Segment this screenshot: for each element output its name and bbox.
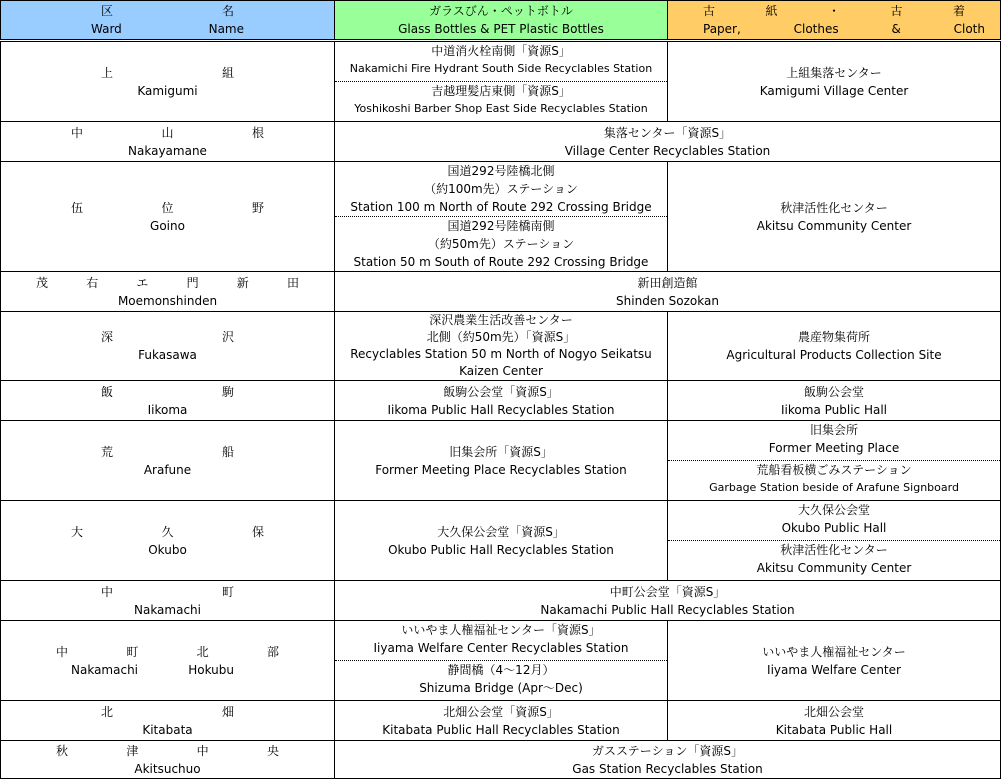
ward-jp: 飯 xyxy=(101,384,114,399)
station-jp: 上組集落センター xyxy=(786,65,882,80)
ward-cell xyxy=(1,701,335,741)
header-paper-en-3: & xyxy=(891,22,901,36)
ward-jp: 大 xyxy=(71,524,84,539)
merged-cell xyxy=(335,741,1001,779)
ward-jp: 根 xyxy=(251,125,264,140)
glass-cell xyxy=(335,501,668,581)
ward-en: Kamigumi xyxy=(137,83,198,98)
paper-cell xyxy=(668,162,1001,272)
ward-jp: 野 xyxy=(251,200,264,215)
row-iikoma xyxy=(1,381,1001,421)
station-jp: （約50m先）ステーション xyxy=(427,237,575,251)
ward-cell xyxy=(1,162,335,272)
station-en: Village Center Recyclables Station xyxy=(564,143,771,158)
ward-jp: 町 xyxy=(126,644,139,659)
ward-jp: 駒 xyxy=(221,384,234,399)
station-en: Gas Station Recyclables Station xyxy=(572,761,763,776)
station-en: Kitabata Public Hall xyxy=(775,722,893,737)
ward-jp: 荒 xyxy=(101,444,114,459)
ward-cell xyxy=(1,312,335,381)
ward-jp: 秋 xyxy=(56,743,69,758)
ward-jp: 畑 xyxy=(221,704,234,719)
ward-en: Hokubu xyxy=(188,662,234,677)
paper-cell xyxy=(668,381,1001,421)
ward-en: Goino xyxy=(150,218,185,233)
header-ward-en-2: Name xyxy=(208,22,244,36)
ward-cell xyxy=(1,621,335,701)
header-paper-en-4: Cloth xyxy=(953,22,985,36)
row-arafune xyxy=(1,421,1001,501)
station-jp: 荒船看板横ごみステーション xyxy=(756,463,912,477)
station-en: Okubo Public Hall Recyclables Station xyxy=(388,542,614,557)
ward-jp: 津 xyxy=(126,743,139,758)
ward-cell xyxy=(1,41,335,122)
station-jp: 北側（約50m先）「資源S」 xyxy=(426,330,576,344)
ward-jp: 北 xyxy=(196,644,209,659)
ward-cell xyxy=(1,381,335,421)
station-jp: いいやま人権福祉センター「資源S」 xyxy=(401,623,601,637)
glass-cell xyxy=(335,162,668,272)
merged-cell xyxy=(335,581,1001,621)
station-jp: 集落センター「資源S」 xyxy=(603,125,732,140)
station-jp: 旧集会所「資源S」 xyxy=(449,444,553,459)
station-en: Agricultural Products Collection Site xyxy=(726,348,942,362)
header-glass-jp: ガラスびん・ペットボトル xyxy=(429,4,573,18)
station-jp: 深沢農業生活改善センター xyxy=(429,313,573,327)
ward-jp: 新 xyxy=(236,275,249,290)
header-ward-jp-1: 区 xyxy=(101,4,114,18)
row-okubo xyxy=(1,501,1001,581)
ward-en: Iikoma xyxy=(147,402,188,417)
glass-cell xyxy=(335,701,668,741)
station-en: Iikoma Public Hall xyxy=(781,402,887,417)
station-jp: 国道292号陸橋南側 xyxy=(447,219,555,233)
station-en: Akitsu Community Center xyxy=(756,218,912,233)
header-ward-en-1: Ward xyxy=(91,22,122,36)
ward-en: Moemonshinden xyxy=(117,293,218,308)
ward-en: Nakamachi xyxy=(71,662,139,677)
station-jp: 国道292号陸橋北側 xyxy=(447,164,555,178)
ward-en: Kitabata xyxy=(142,722,193,737)
ward-jp: 船 xyxy=(221,444,234,459)
station-jp: 中道消火栓南側「資源S」 xyxy=(431,44,571,58)
station-en: Yoshikoshi Barber Shop East Side Recyclables Station xyxy=(354,102,648,115)
station-jp: （約100m先）ステーション xyxy=(424,182,578,196)
ward-jp: 門 xyxy=(186,275,199,290)
station-jp: 中町公会堂「資源S」 xyxy=(609,584,726,599)
station-en: Iikoma Public Hall Recyclables Station xyxy=(387,402,615,417)
station-jp: いいやま人権福祉センター xyxy=(762,644,906,659)
station-jp: 秋津活性化センター xyxy=(780,200,888,215)
ward-en: Arafune xyxy=(143,462,192,477)
station-en: Former Meeting Place xyxy=(768,441,900,455)
merged-cell xyxy=(335,122,1001,162)
station-en: Former Meeting Place Recyclables Station xyxy=(375,462,627,477)
station-en: Okubo Public Hall xyxy=(781,521,887,535)
row-fukasawa xyxy=(1,312,1001,381)
glass-cell xyxy=(335,381,668,421)
ward-jp: 伍 xyxy=(71,200,84,215)
station-jp: 北畑公会堂「資源S」 xyxy=(443,704,559,719)
paper-cell xyxy=(668,501,1001,581)
station-en: Nakamichi Fire Hydrant South Side Recyclables Station xyxy=(349,62,653,75)
merged-cell xyxy=(335,272,1001,312)
row-kamigumi xyxy=(1,41,1001,122)
ward-jp: 町 xyxy=(221,584,234,599)
header-glass-en: Glass Bottles & PET Plastic Bottles xyxy=(398,22,604,36)
station-en: Station 100 m North of Route 292 Crossing Bridge xyxy=(350,200,652,214)
ward-en: Nakamachi xyxy=(133,602,201,617)
station-jp: 新田創造館 xyxy=(637,275,698,290)
ward-jp: 部 xyxy=(266,644,279,659)
row-goino xyxy=(1,162,1001,272)
station-en: Akitsu Community Center xyxy=(756,561,912,575)
station-jp: 吉越理髪店東側「資源S」 xyxy=(431,84,571,98)
station-en: Nakamachi Public Hall Recyclables Station xyxy=(540,602,795,617)
glass-cell xyxy=(335,41,668,122)
station-en: Kamigumi Village Center xyxy=(759,83,909,98)
glass-cell xyxy=(335,421,668,501)
glass-cell xyxy=(335,621,668,701)
station-jp: 秋津活性化センター xyxy=(780,543,888,557)
header-paper xyxy=(668,1,1001,41)
station-en: Shizuma Bridge (Apr～Dec) xyxy=(419,681,583,695)
glass-cell xyxy=(335,312,668,381)
station-jp: 静間橋（4～12月） xyxy=(447,663,555,677)
paper-cell xyxy=(668,621,1001,701)
station-en: Garbage Station beside of Arafune Signboard xyxy=(709,481,959,494)
station-jp: 大久保公会堂「資源S」 xyxy=(437,524,565,539)
ward-cell xyxy=(1,741,335,779)
station-en: Kitabata Public Hall Recyclables Station xyxy=(382,722,620,737)
station-en: Shinden Sozokan xyxy=(616,293,719,308)
header-ward-jp-2: 名 xyxy=(221,4,234,18)
ward-cell xyxy=(1,581,335,621)
ward-en: Akitsuchuo xyxy=(134,761,201,776)
header-glass xyxy=(335,1,668,41)
ward-en: Okubo xyxy=(148,542,187,557)
paper-cell xyxy=(668,421,1001,501)
header-paper-jp-2: 紙 xyxy=(765,4,778,18)
ward-jp: 保 xyxy=(251,524,264,539)
ward-jp: 右 xyxy=(86,275,99,290)
row-nakayamane xyxy=(1,122,1001,162)
station-jp: 飯駒公会堂「資源S」 xyxy=(443,384,559,399)
header-paper-en-1: Paper, xyxy=(703,22,741,36)
paper-cell xyxy=(668,312,1001,381)
ward-jp: 茂 xyxy=(36,275,49,290)
ward-jp: 組 xyxy=(221,65,234,80)
paper-cell xyxy=(668,41,1001,122)
ward-jp: エ xyxy=(136,275,149,290)
ward-cell xyxy=(1,272,335,312)
ward-jp: 中 xyxy=(196,743,209,758)
station-jp: 飯駒公会堂 xyxy=(803,384,864,399)
header-paper-jp-3: ・ xyxy=(827,4,840,18)
ward-cell xyxy=(1,501,335,581)
ward-jp: 中 xyxy=(56,644,69,659)
row-nakamachi xyxy=(1,581,1001,621)
station-en: Iiyama Welfare Center Recyclables Station xyxy=(373,641,629,655)
station-jp: ガスステーション「資源S」 xyxy=(592,743,743,758)
station-en: Iiyama Welfare Center xyxy=(767,662,901,677)
header-paper-jp-5: 着 xyxy=(952,4,965,18)
station-jp: 大久保公会堂 xyxy=(797,503,870,517)
ward-jp: 田 xyxy=(286,275,299,290)
ward-jp: 中 xyxy=(101,584,114,599)
header-paper-jp-4: 古 xyxy=(890,4,903,18)
ward-jp: 久 xyxy=(161,524,174,539)
ward-en: Fukasawa xyxy=(138,348,197,362)
row-moemonshinden xyxy=(1,272,1001,312)
header-row xyxy=(1,1,1001,41)
station-jp: 北畑公会堂 xyxy=(803,704,864,719)
ward-jp: 位 xyxy=(161,200,174,215)
header-ward xyxy=(1,1,335,41)
paper-cell xyxy=(668,701,1001,741)
header-paper-en-2: Clothes xyxy=(793,22,839,36)
header-paper-jp-1: 古 xyxy=(703,4,716,18)
row-akitsuchuo xyxy=(1,741,1001,779)
station-jp: 旧集会所 xyxy=(809,423,858,437)
row-nakamachi-hokubu xyxy=(1,621,1001,701)
station-en: Station 50 m South of Route 292 Crossing Bridge xyxy=(353,255,649,269)
station-en: Recyclables Station 50 m North of Nogyo Seikatsu xyxy=(350,347,652,361)
ward-jp: 沢 xyxy=(221,330,234,344)
ward-jp: 中 xyxy=(71,125,84,140)
ward-cell xyxy=(1,421,335,501)
ward-jp: 深 xyxy=(101,330,114,344)
ward-cell xyxy=(1,122,335,162)
ward-jp: 上 xyxy=(101,65,114,80)
ward-jp: 山 xyxy=(161,125,174,140)
row-kitabata xyxy=(1,701,1001,741)
ward-en: Nakayamane xyxy=(128,143,207,158)
station-en: Kaizen Center xyxy=(459,364,543,378)
station-jp: 農産物集荷所 xyxy=(797,330,870,344)
ward-jp: 央 xyxy=(266,743,279,758)
ward-jp: 北 xyxy=(101,704,114,719)
